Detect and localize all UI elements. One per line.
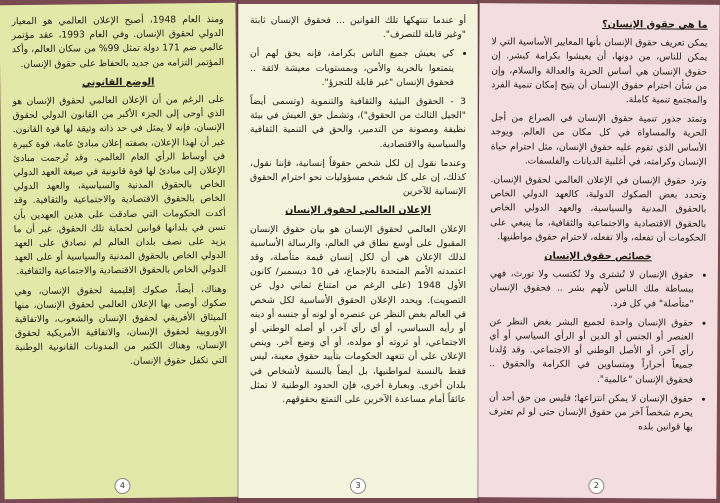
continued-paragraph: أو عندما تنتهكها تلك القوانين ... فحقوق الإنسان ثابتة "وغير قابلة للتصرف". <box>250 15 466 41</box>
intro-paragraph: ومنذ العام 1948، أصبح الإعلان العالمي هو المعيار الدولي لحقوق الإنسان. وفي العام 1993، عقد مؤتمر عالمي ضم 171 دولة تمثل 99% من سكان العالم، وأكد المؤتمر التزامه من جديد بالحفاظ على حقوق الإنسان. <box>11 13 225 70</box>
characteristics-list-continued <box>250 47 466 90</box>
udhr-heading: الإعلان العالمي لحقوق الإنسان <box>285 205 431 217</box>
roots-paragraph: وتمتد جذور تنمية حقوق الإنسان في الصراع من أجل الحرية والمساواة في كل مكان من العالم. ويوجد الأساس الذي تقوم عليه حقوق الإنسان، مثل احترام حياة الإنسان وكرامته، في أغلبية الديانات والفلسفات. <box>490 112 707 168</box>
list-item: • حقوق الإنسان واحدة لجميع البشر بغض النظر عن العنصر أو الجنس أو الدين أو الرأي السياسي أو أي رأي آخر، أو الأصل الوطني أو الاجتماعي. وقد وُلدنا جميعاً أحراراً ومتساوين في الكرامة والحقوق .. فحقوق الإنسان "عالمية". <box>489 315 693 387</box>
list-item: • كي يعيش جميع الناس بكرامة، فإنه يحق لهم أن يتمتعوا بالحرية والأمن، وبمستويات معيشة لائقة .. فحقوق الإنسان "غير قابلة للتجزؤ". <box>250 47 454 90</box>
characteristics-heading: خصائص حقوق الإنسان <box>544 250 652 263</box>
page-number: 3 <box>350 478 366 494</box>
legal-status-heading: الوضع القانوني <box>81 76 155 89</box>
legal-status-paragraph: على الرغم من أن الإعلان العالمي لحقوق الإنسان هو الذي أوحى إلى الجزء الأكبر من القانون الدولي لحقوق الإنسان، فإنه لا يمثل في حد ذاته وثيقة لها قوة القانون. غير أن لهذا الإعلان، بصفته إعلان مبادئ عامة، قوة كبيرة في أوساط الرأي العام العالمي. وقد تُرجمت مبادئ الإعلان إلى مبادئ لها قوة قانونية في صيغة العهد الدولي الخاص بالحقوق المدنية والسياسية، والعهد الدولي الخاص بالحقوق الاقتصادية والاجتماعية والثقافية. وقد أكدت الحكومات التي صادقت على هذين العهدين بأن تسن في بلدانها قوانين لحماية تلك الحقوق. غير أن ما يزيد على نصف بلدان العالم لم تصادق على العهد الدولي الخاص بالحقوق المدنية والسياسية أو على العهد الدولي الخاص بالحقوق الاقتصادية والاجتماعية والثقافية. <box>12 93 227 278</box>
third-generation-rights-paragraph: 3 - الحقوق البيئية والثقافية والتنموية (وتسمى أيضاً "الجيل الثالث من الحقوق")، وتشمل حق العيش في بيئة نظيفة ومصونة من التدمير، والحق في التنمية الثقافية والسياسية والاقتصادية. <box>250 96 466 150</box>
instruments-paragraph: وترد حقوق الإنسان في الإعلان العالمي لحقوق الإنسان. وتحدد بعض الصكوك الدولية، كالعهد الدولي الخاص بالحقوق المدنية والسياسية، والعهد الدولي الخاص بالحقوق الاقتصادية والاجتماعية والثقافية، ما ينبغي على الحكومات أن تفعله، وألا تفعله، لاحترام حقوق مواطنيها. <box>490 174 707 244</box>
characteristics-list <box>489 267 706 435</box>
page-number: 4 <box>114 478 130 494</box>
page-3-panel <box>238 4 478 498</box>
what-are-human-rights-heading: ما هي حقوق الإنسان؟ <box>602 19 708 31</box>
fold-line <box>477 0 479 503</box>
page-number: 2 <box>588 478 604 494</box>
fold-line <box>237 0 239 503</box>
definition-paragraph: يمكن تعريف حقوق الإنسان بأنها المعايير الأساسية التي لا يمكن للناس، من دونها، أن يعيشوا بكرامة كبشر. إن حقوق الإنسان هي أساس الحرية والعدالة والسلام، وإن من شأن احترام حقوق الإنسان أن يتيح إمكان تنمية الفرد والمجتمع تنمية كاملة. <box>491 36 708 106</box>
regional-instruments-paragraph: وهناك، أيضاً، صكوك إقليمية لحقوق الإنسان، وهي صكوك أوصى بها الإعلان العالمي لحقوق الإنسان، منها الميثاق الأفريقي لحقوق الإنسان والشعوب، والاتفاقية الأوروبية لحقوق الإنسان، والاتفاقية الأمريكية لحقوق الإنسان، وهناك الكثير من المدونات القانونية الوطنية التي تكفل حقوق الإنسان. <box>14 283 228 367</box>
list-item: • حقوق الإنسان لا يمكن انتزاعها؛ فليس من حق أحد أن يحرم شخصاً آخر من حقوق الإنسان حتى لو لم تعترف بها قوانين بلده <box>489 391 693 435</box>
udhr-paragraph: الإعلان العالمي لحقوق الإنسان هو بيان حقوق الإنسان المقبول على أوسع نطاق في العالم، والرسالة الأساسية لذلك الإعلان هي أن لكل إنسان قيمة متأصلة، وقد اعتمدته الأمم المتحدة بالإجماع، في 10 ديسمبر/ كانون الأول 1948 (على الرغم من امتناع ثماني دول عن التصويت). ويحدد الإعلان الحقوق الأساسية لكل شخص في العالم بغض النظر عن عنصره أو لونه أو جنسه أو دينه أو رأيه السياسي، أو أي رأي آخر، أو أصله الوطني أو الاجتماعي، أو ثروته أو مولده، أو أي وضع آخر. وينص الإعلان على أن تتعهد الحكومات بتأييد حقوق معينة، ليس فقط بالنسبة لمواطنيها، بل أيضاً بالنسبة لأشخاص في بلدان أخرى. وبعبارة أخرى، فإن الحدود الوطنية لا تمثل عائقاً أمام مساعدة الآخرين على التمتع بحقوقهم. <box>250 223 467 406</box>
page-2-panel <box>476 3 719 499</box>
list-item: • حقوق الإنسان لا تُشترى ولا تُكتسب ولا تورث، فهي ببساطة ملك الناس لأنهم بشر .. فحقوق الإنسان "متأصلة" في كل فرد. <box>490 267 694 311</box>
page-4-panel <box>0 3 241 499</box>
responsibilities-paragraph: وعندما نقول إن لكل شخص حقوقاً إنسانية، فإننا نقول، كذلك، إن على كل شخص مسؤوليات نحو احترام الحقوق الإنسانية للآخرين <box>250 157 466 198</box>
